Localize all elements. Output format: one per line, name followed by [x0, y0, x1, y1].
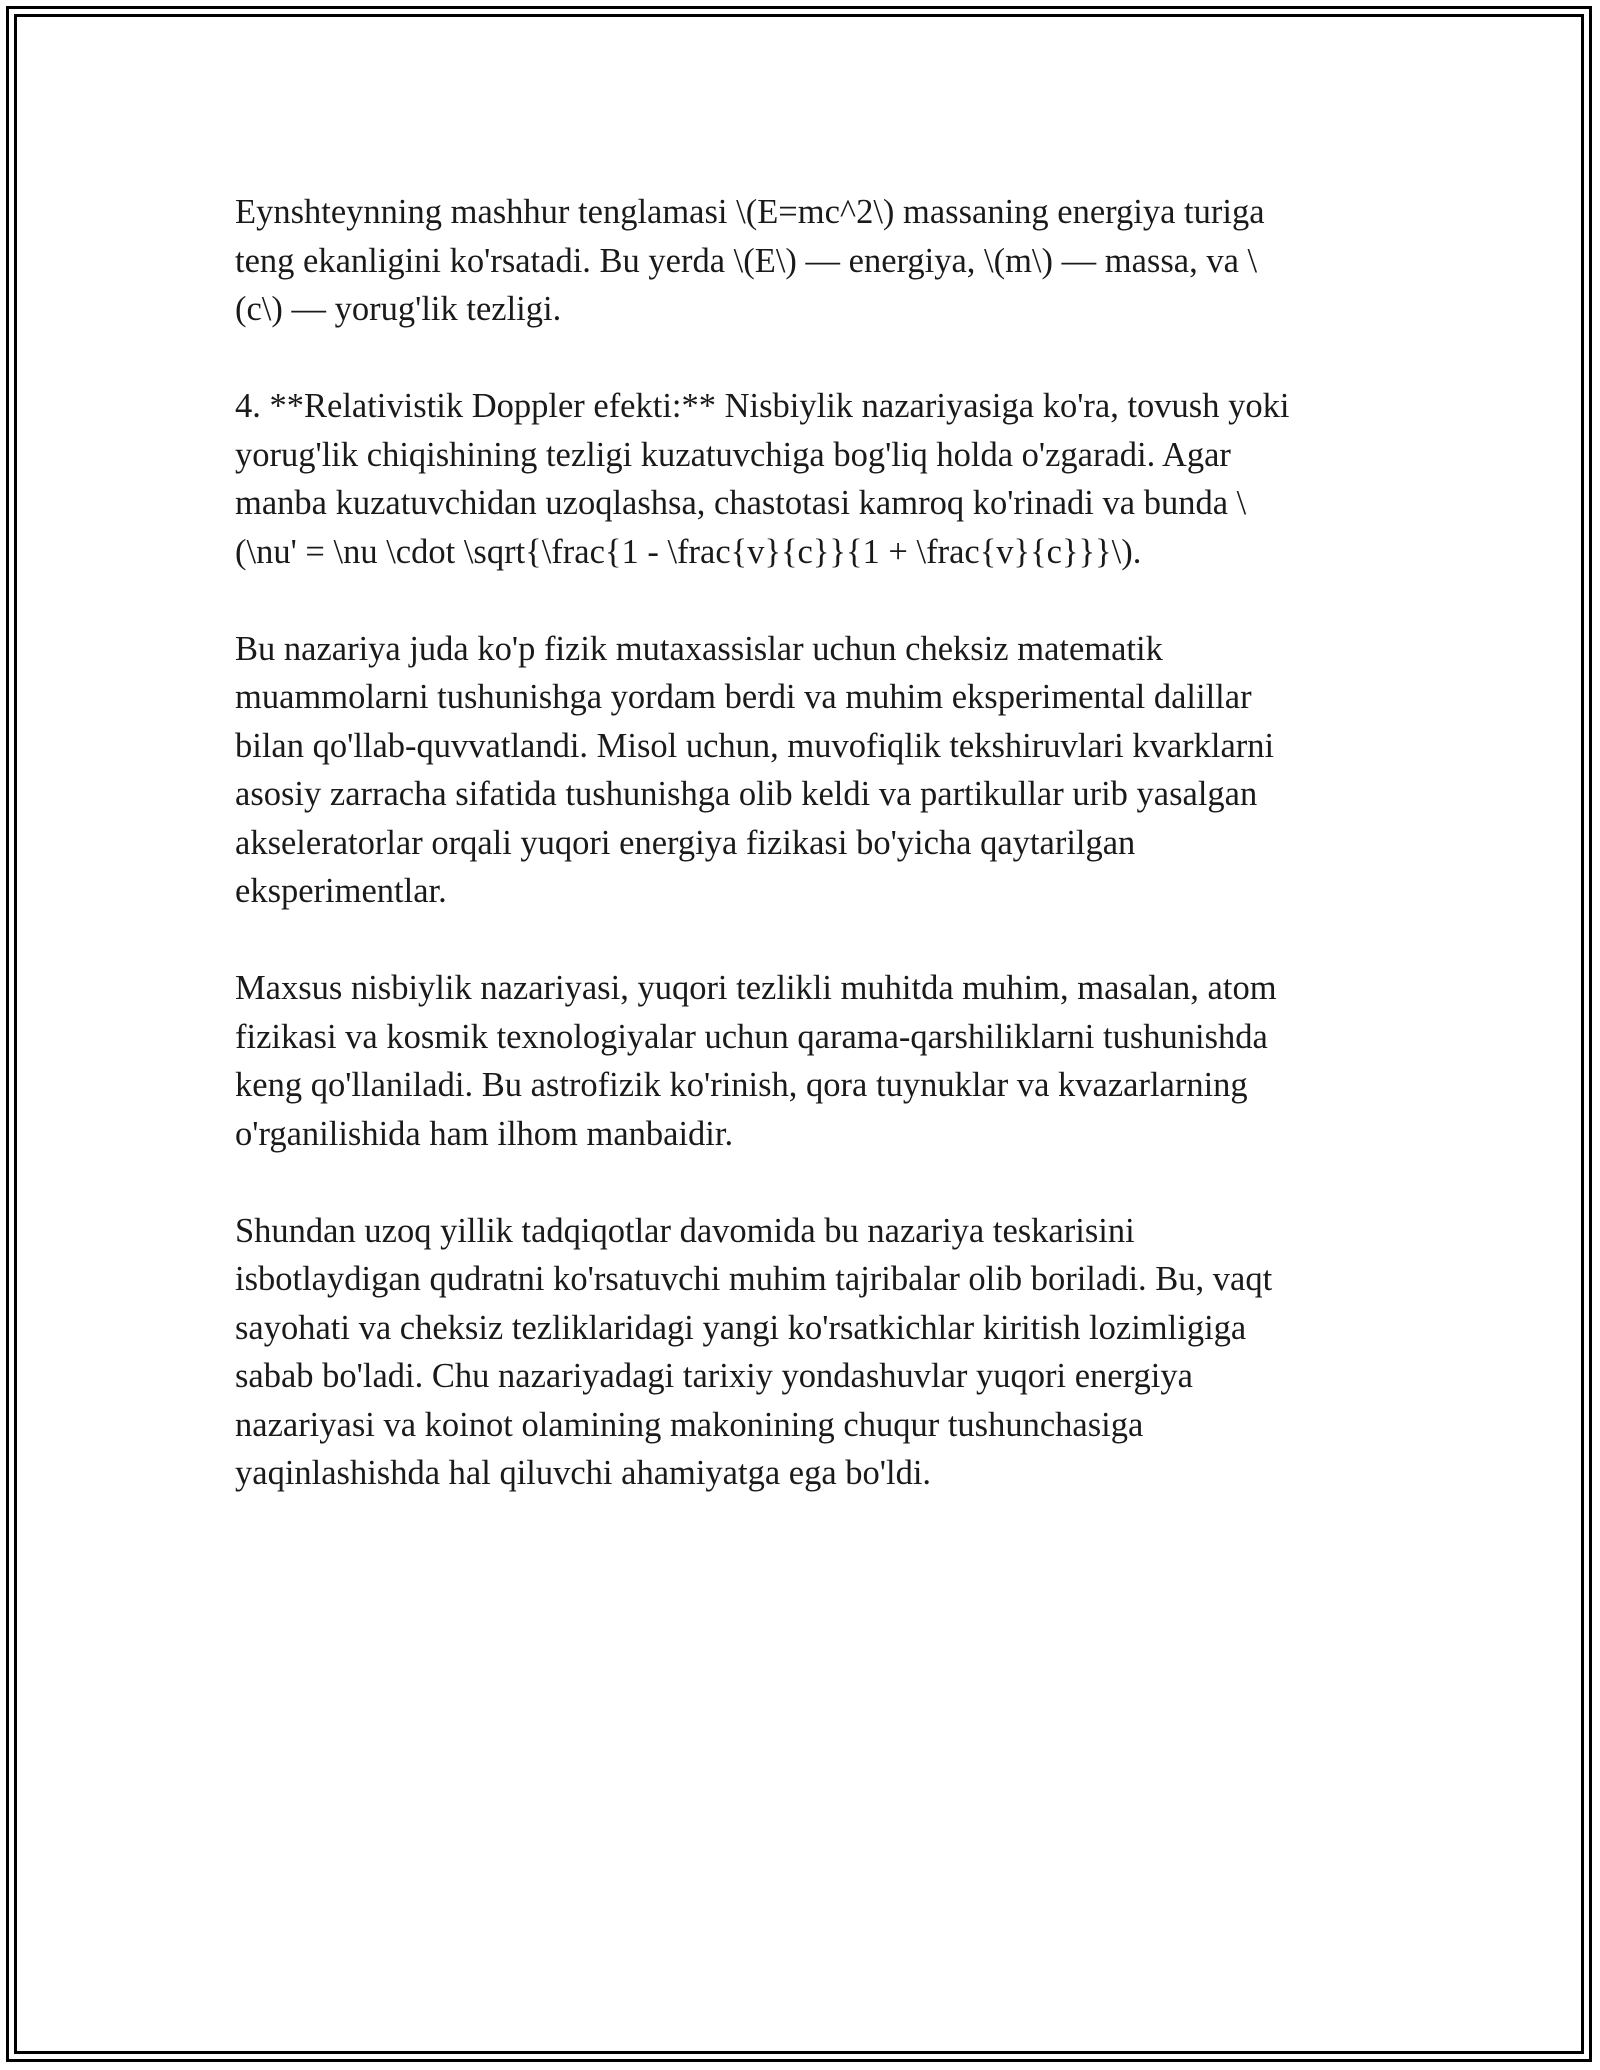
paragraph-doppler: 4. **Relativistik Doppler efekti:** Nisbiylik nazariyasiga ko'ra, tovush yoki yorug'lik chiqishining tezligi kuzatuvchiga bog'liq holda o'zgaradi. Agar manba kuzatuvchidan uzoqlashsa, chastotasi kamroq ko'rinadi va bunda \ (\nu' = \nu \cdot \sqrt{\frac{1 - \frac{v}{c}}{1 + \frac{v}{c}}}\). [235, 387, 1290, 571]
document-body [235, 188, 1370, 1546]
paragraph-research: Shundan uzoq yillik tadqiqotlar davomida bu nazariya teskarisini isbotlaydigan qudratni ko'rsatuvchi muhim tajribalar olib boriladi. Bu, vaqt sayohati va cheksiz tezliklaridagi yangi ko'rsatkichlar kiritish lozimligiga sabab bo'ladi. Chu nazariyadagi tarixiy yondashuvlar yuqori energiya nazariyasi va koinot olamining makonining chuqur tushunchasiga yaqinlashishda hal qiluvchi ahamiyatga ega bo'ldi. [235, 1211, 1273, 1492]
paragraph-emc2: Eynshteynning mashhur tenglamasi \(E=mc^2\) massaning energiya turiga teng ekanligini ko'rsatadi. Bu yerda \(E\) — energiya, \(m\) — massa, va \ (c\) — yorug'lik tezligi. [235, 193, 1265, 328]
paragraph-experimental-evidence: Bu nazariya juda ko'p fizik mutaxassislar uchun cheksiz matematik muammolarni tushunishga yordam berdi va muhim eksperimental dalillar bilan qo'llab-quvvatlandi. Misol uchun, muvofiqlik tekshiruvlari kvarklarni asosiy zarracha sifatida tushunishga olib keldi va partikullar urib yasalgan akseleratorlar orqali yuqori energiya fizikasi bo'yicha qaytarilgan eksperimentlar. [235, 629, 1275, 910]
paragraph-applications: Maxsus nisbiylik nazariyasi, yuqori tezlikli muhitda muhim, masalan, atom fizikasi va kosmik texnologiyalar uchun qarama-qarshiliklarni tushunishda keng qo'llaniladi. Bu astrofizik ko'rinish, qora tuynuklar va kvazarlarning o'rganilishida ham ilhom manbaidir. [235, 969, 1277, 1153]
